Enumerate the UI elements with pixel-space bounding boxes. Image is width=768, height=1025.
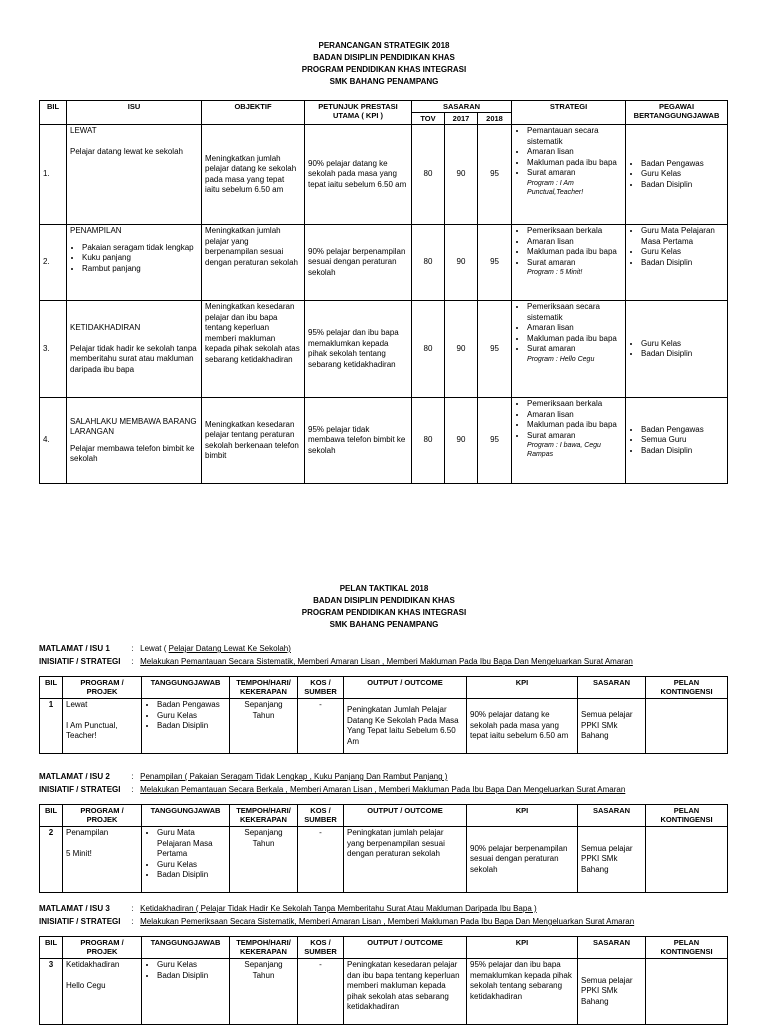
tactical-row <box>40 827 728 893</box>
tanggung-item: • Guru Kelas <box>157 860 226 871</box>
inisiatif-value: Melakukan Pemantauan Secara Sistematik, Memberi Amaran Lisan , Memberi Makluman Pada Ibu Bapa Dan Mengeluarkan Surat Amaran <box>140 657 633 666</box>
header-tov: TOV <box>412 113 445 125</box>
header-sasaran: SASARAN <box>578 677 646 699</box>
title-line: PERANCANGAN STRATEGIK 2018 <box>318 41 450 50</box>
isu-title: LEWAT <box>70 126 97 135</box>
program-name: Penampilan <box>66 828 109 837</box>
strategi-item: • Makluman pada ibu bapa <box>527 158 622 169</box>
row-objektif: Meningkatkan jumlah pelajar datang ke sekolah pada masa yang tepat iaitu sebelum 6.50 am <box>202 125 305 225</box>
header-pelan: PELAN KONTINGENSI <box>646 937 728 959</box>
matlamat-line <box>39 771 447 783</box>
header-strategi: STRATEGI <box>512 101 626 125</box>
header-tanggung: TANGGUNGJAWAB <box>142 805 230 827</box>
program-note: Program : Hello Cegu <box>527 355 595 363</box>
row-tov: 80 <box>412 398 445 484</box>
title-line: PROGRAM PENDIDIKAN KHAS INTEGRASI <box>301 65 467 74</box>
row-program <box>63 699 142 754</box>
colon: : <box>131 644 138 653</box>
row-2017: 90 <box>445 125 478 225</box>
tanggung-item: • Badan Disiplin <box>157 870 226 881</box>
program-sub: 5 Minit! <box>66 848 92 858</box>
colon: : <box>131 785 138 794</box>
pegawai-item: • Badan Disiplin <box>641 258 724 269</box>
tanggung-item: • Badan Disiplin <box>157 721 226 732</box>
strategi-item: • Amaran lisan <box>527 410 622 421</box>
header-kpi: KPI <box>467 805 578 827</box>
isu-text: Pelajar datang lewat ke sekolah <box>70 146 183 156</box>
row-pelan <box>646 699 728 754</box>
title-line: SMK BAHANG PENAMPANG <box>329 77 439 86</box>
row-output: Peningkatan kesedaran pelajar dan ibu bapa tentang keperluan memberi makluman kepada pihak sekolah atas sebarang ketidakhadiran <box>344 959 467 1025</box>
header-tanggung: TANGGUNGJAWAB <box>142 677 230 699</box>
strategi-item: • Pemeriksaan berkala <box>527 399 622 410</box>
inisiatif-value: Melakukan Pemantauan Secara Berkala , Memberi Amaran Lisan , Memberi Makluman Pada Ibu Bapa Dan Mengeluarkan Surat Amaran <box>140 785 626 794</box>
row-2017: 90 <box>445 225 478 301</box>
pegawai-item: • Semua Guru <box>641 435 724 446</box>
row-isu <box>67 125 202 225</box>
inisiatif-label: INISIATIF / STRATEGI <box>39 917 121 926</box>
header-bil: BIL <box>40 101 67 125</box>
strategic-table <box>39 100 728 484</box>
header-tanggung: TANGGUNGJAWAB <box>142 937 230 959</box>
strategi-item: • Pemantauan secara sistematik <box>527 126 622 147</box>
inisiatif-value: Melakukan Pemeriksaan Secara Sistematik, Memberi Amaran Lisan , Memberi Makluman Pada Ibu Bapa Dan Mengeluarkan Surat Amaran <box>140 917 635 926</box>
row-tov: 80 <box>412 125 445 225</box>
row-kos: - <box>298 827 344 893</box>
program-note: Program : I Am Punctual,Teacher! <box>527 179 584 196</box>
pegawai-item: • Guru Mata Pelajaran Masa Pertama <box>641 226 724 247</box>
isu-item: • Rambut panjang <box>82 264 198 275</box>
row-isu <box>67 398 202 484</box>
isu-item: • Pakaian seragam tidak lengkap <box>82 243 198 254</box>
pegawai-item: • Badan Pengawas <box>641 425 724 436</box>
row-strategi <box>512 301 626 398</box>
title-line: BADAN DISIPLIN PENDIDIKAN KHAS <box>313 53 455 62</box>
header-pelan: PELAN KONTINGENSI <box>646 805 728 827</box>
strategi-item: • Amaran lisan <box>527 237 622 248</box>
tanggung-item: • Guru Mata Pelajaran Masa Pertama <box>157 828 226 860</box>
pegawai-item: • Badan Disiplin <box>641 180 724 191</box>
tactical-row <box>40 699 728 754</box>
header-kpi: KPI <box>467 677 578 699</box>
header-kos: KOS / SUMBER <box>298 805 344 827</box>
tanggung-item: • Badan Pengawas <box>157 700 226 711</box>
row-strategi <box>512 125 626 225</box>
inisiatif-label: INISIATIF / STRATEGI <box>39 657 121 666</box>
row-isu <box>67 225 202 301</box>
tanggung-item: • Guru Kelas <box>157 960 226 971</box>
row-kpi: 90% pelajar berpenampilan sesuai dengan peraturan sekolah <box>305 225 412 301</box>
row-pelan <box>646 959 728 1025</box>
row-bil: 3 <box>40 959 63 1025</box>
inisiatif-line <box>39 784 625 796</box>
row-tov: 80 <box>412 301 445 398</box>
row-objektif: Meningkatkan kesedaran pelajar dan ibu bapa tentang keperluan memberi makluman kepada pihak sekolah atas sebarang ketidakhadiran <box>202 301 305 398</box>
tactical-row <box>40 959 728 1025</box>
header-tempoh: TEMPOH/HARI/ KEKERAPAN <box>230 805 298 827</box>
tactical-title <box>0 583 768 631</box>
isu-title: PENAMPILAN <box>70 226 122 235</box>
header-2017: 2017 <box>445 113 478 125</box>
header-kos: KOS / SUMBER <box>298 937 344 959</box>
row-kpi: 90% pelajar berpenampilan sesuai dengan peraturan sekolah <box>467 827 578 893</box>
row-pegawai <box>626 301 728 398</box>
strategi-item: • Pemeriksaan secara sistematik <box>527 302 622 323</box>
row-kos: - <box>298 699 344 754</box>
header-output: OUTPUT / OUTCOME <box>344 677 467 699</box>
row-pegawai <box>626 225 728 301</box>
header-tempoh: TEMPOH/HARI/ KEKERAPAN <box>230 677 298 699</box>
row-kpi: 95% pelajar dan ibu bapa memaklumkan kepada pihak sekolah tentang sebarang ketidakhadiran <box>467 959 578 1025</box>
pegawai-item: • Badan Disiplin <box>641 446 724 457</box>
program-name: Ketidakhadiran <box>66 960 120 969</box>
row-isu <box>67 301 202 398</box>
row-bil: 4. <box>40 398 67 484</box>
pegawai-item: • Guru Kelas <box>641 339 724 350</box>
row-tempoh: Sepanjang Tahun <box>230 959 298 1025</box>
strategic-page <box>0 0 768 510</box>
strategi-item: • Amaran lisan <box>527 323 622 334</box>
matlamat-value: Pelajar Datang Lewat Ke Sekolah) <box>168 644 291 653</box>
row-output: Peningkatan Jumlah Pelajar Datang Ke Sekolah Pada Masa Yang Tepat Iaitu Sebelum 6.50 Am <box>344 699 467 754</box>
row-kos: - <box>298 959 344 1025</box>
header-program: PROGRAM / PROJEK <box>63 937 142 959</box>
row-kpi: 90% pelajar datang ke sekolah pada masa yang tepat iaitu sebelum 6.50 am <box>467 699 578 754</box>
row-2017: 90 <box>445 301 478 398</box>
strategic-row <box>40 301 728 398</box>
isu-title: SALAHLAKU MEMBAWA BARANG LARANGAN <box>70 416 197 436</box>
title-line: PROGRAM PENDIDIKAN KHAS INTEGRASI <box>301 608 467 617</box>
colon: : <box>131 917 138 926</box>
row-tempoh: Sepanjang Tahun <box>230 827 298 893</box>
header-program: PROGRAM / PROJEK <box>63 677 142 699</box>
row-tanggung <box>142 959 230 1025</box>
program-name: Lewat <box>66 700 88 709</box>
matlamat-value: Penampilan ( Pakaian Seragam Tidak Lengkap , Kuku Panjang Dan Rambut Panjang ) <box>140 772 448 781</box>
header-program: PROGRAM / PROJEK <box>63 805 142 827</box>
matlamat-label: MATLAMAT / ISU 3 <box>39 904 110 913</box>
isu-item: • Kuku panjang <box>82 253 198 264</box>
row-2018: 95 <box>478 398 512 484</box>
pegawai-item: • Badan Pengawas <box>641 159 724 170</box>
header-pelan: PELAN KONTINGENSI <box>646 677 728 699</box>
strategi-item: • Surat amaran <box>527 344 622 355</box>
strategi-item: • Surat amaran <box>527 258 622 269</box>
header-output: OUTPUT / OUTCOME <box>344 937 467 959</box>
header-tempoh: TEMPOH/HARI/ KEKERAPAN <box>230 937 298 959</box>
title-line: PELAN TAKTIKAL 2018 <box>339 584 429 593</box>
pegawai-item: • Guru Kelas <box>641 169 724 180</box>
row-pegawai <box>626 125 728 225</box>
strategi-item: • Makluman pada ibu bapa <box>527 247 622 258</box>
matlamat-line <box>39 643 291 655</box>
row-bil: 1. <box>40 125 67 225</box>
matlamat-value: Ketidakhadiran ( Pelajar Tidak Hadir Ke Sekolah Tanpa Memberitahu Surat Atau Makluman Daripada Ibu Bapa ) <box>140 904 537 913</box>
program-note: Program : 5 Minit! <box>527 269 583 276</box>
pegawai-item: • Badan Disiplin <box>641 349 724 360</box>
header-pegawai: PEGAWAI BERTANGGUNGJAWAB <box>626 101 728 125</box>
header-isu: ISU <box>67 101 202 125</box>
header-kos: KOS / SUMBER <box>298 677 344 699</box>
strategic-row <box>40 225 728 301</box>
colon: : <box>131 772 138 781</box>
tanggung-item: • Badan Disiplin <box>157 971 226 982</box>
row-tempoh: Sepanjang Tahun <box>230 699 298 754</box>
row-bil: 3. <box>40 301 67 398</box>
isu-text: Pelajar membawa telefon bimbit ke sekolah <box>70 443 195 463</box>
tactical-table <box>39 676 728 754</box>
strategi-item: • Makluman pada ibu bapa <box>527 334 622 345</box>
header-bil: BIL <box>40 677 63 699</box>
strategi-item: • Amaran lisan <box>527 147 622 158</box>
header-kpi: PETUNJUK PRESTASI UTAMA ( KPI ) <box>305 101 412 125</box>
strategi-item: • Pemeriksaan berkala <box>527 226 622 237</box>
tanggung-item: • Guru Kelas <box>157 711 226 722</box>
row-pelan <box>646 827 728 893</box>
row-2017: 90 <box>445 398 478 484</box>
tactical-page <box>0 570 768 1024</box>
page-gap <box>0 510 768 570</box>
matlamat-line <box>39 903 537 915</box>
title-line: BADAN DISIPLIN PENDIDIKAN KHAS <box>313 596 455 605</box>
row-bil: 2. <box>40 225 67 301</box>
row-tanggung <box>142 699 230 754</box>
row-kpi: 90% pelajar datang ke sekolah pada masa yang tepat iaitu sebelum 6.50 am <box>305 125 412 225</box>
strategic-row <box>40 398 728 484</box>
strategic-title <box>0 40 768 88</box>
tactical-table <box>39 936 728 1025</box>
row-sasaran: Semua pelajar PPKI SMk Bahang <box>578 699 646 754</box>
header-output: OUTPUT / OUTCOME <box>344 805 467 827</box>
pegawai-item: • Guru Kelas <box>641 247 724 258</box>
row-program <box>63 827 142 893</box>
header-sasaran: SASARAN <box>578 937 646 959</box>
colon: : <box>131 657 138 666</box>
header-kpi: KPI <box>467 937 578 959</box>
header-objektif: OBJEKTIF <box>202 101 305 125</box>
row-objektif: Meningkatkan kesedaran pelajar tentang peraturan sekolah berkenaan telefon bimbit <box>202 398 305 484</box>
row-sasaran: Semua pelajar PPKI SMk Bahang <box>578 827 646 893</box>
strategi-item: • Makluman pada ibu bapa <box>527 420 622 431</box>
program-sub: Hello Cegu <box>66 980 106 990</box>
row-kpi: 95% pelajar dan ibu bapa memaklumkan kepada pihak sekolah tentang sebarang ketidakhadiran <box>305 301 412 398</box>
matlamat-label: MATLAMAT / ISU 1 <box>39 644 110 653</box>
matlamat-prefix: Lewat ( <box>140 644 169 653</box>
row-tov: 80 <box>412 225 445 301</box>
matlamat-label: MATLAMAT / ISU 2 <box>39 772 110 781</box>
strategic-row <box>40 125 728 225</box>
header-bil: BIL <box>40 937 63 959</box>
strategi-item: • Surat amaran <box>527 431 622 442</box>
header-sasaran: SASARAN <box>578 805 646 827</box>
strategi-item: • Surat amaran <box>527 168 622 179</box>
isu-text: Pelajar tidak hadir ke sekolah tanpa memberitahu surat atau makluman daripada ibu bapa <box>70 343 197 374</box>
inisiatif-line <box>39 916 634 928</box>
row-program <box>63 959 142 1025</box>
row-2018: 95 <box>478 125 512 225</box>
row-strategi <box>512 225 626 301</box>
colon: : <box>131 904 138 913</box>
header-bil: BIL <box>40 805 63 827</box>
row-objektif: Meningkatkan jumlah pelajar yang berpenampilan sesuai dengan peraturan sekolah <box>202 225 305 301</box>
isu-title: KETIDAKHADIRAN <box>70 323 141 332</box>
row-sasaran: Semua pelajar PPKI SMk Bahang <box>578 959 646 1025</box>
row-2018: 95 <box>478 225 512 301</box>
inisiatif-label: INISIATIF / STRATEGI <box>39 785 121 794</box>
row-output: Peningkatan jumlah pelajar yang berpenampilan sesuai dengan peraturan sekolah <box>344 827 467 893</box>
row-2018: 95 <box>478 301 512 398</box>
tactical-table <box>39 804 728 893</box>
row-strategi <box>512 398 626 484</box>
inisiatif-line <box>39 656 633 668</box>
row-tanggung <box>142 827 230 893</box>
title-line: SMK BAHANG PENAMPANG <box>329 620 439 629</box>
row-bil: 1 <box>40 699 63 754</box>
header-sasaran: SASARAN <box>412 101 512 113</box>
header-2018: 2018 <box>478 113 512 125</box>
row-bil: 2 <box>40 827 63 893</box>
row-kpi: 95% pelajar tidak membawa telefon bimbit ke sekolah <box>305 398 412 484</box>
program-note: Program : I bawa, Cegu Rampas <box>527 442 601 458</box>
program-sub: I Am Punctual, Teacher! <box>66 720 118 740</box>
row-pegawai <box>626 398 728 484</box>
